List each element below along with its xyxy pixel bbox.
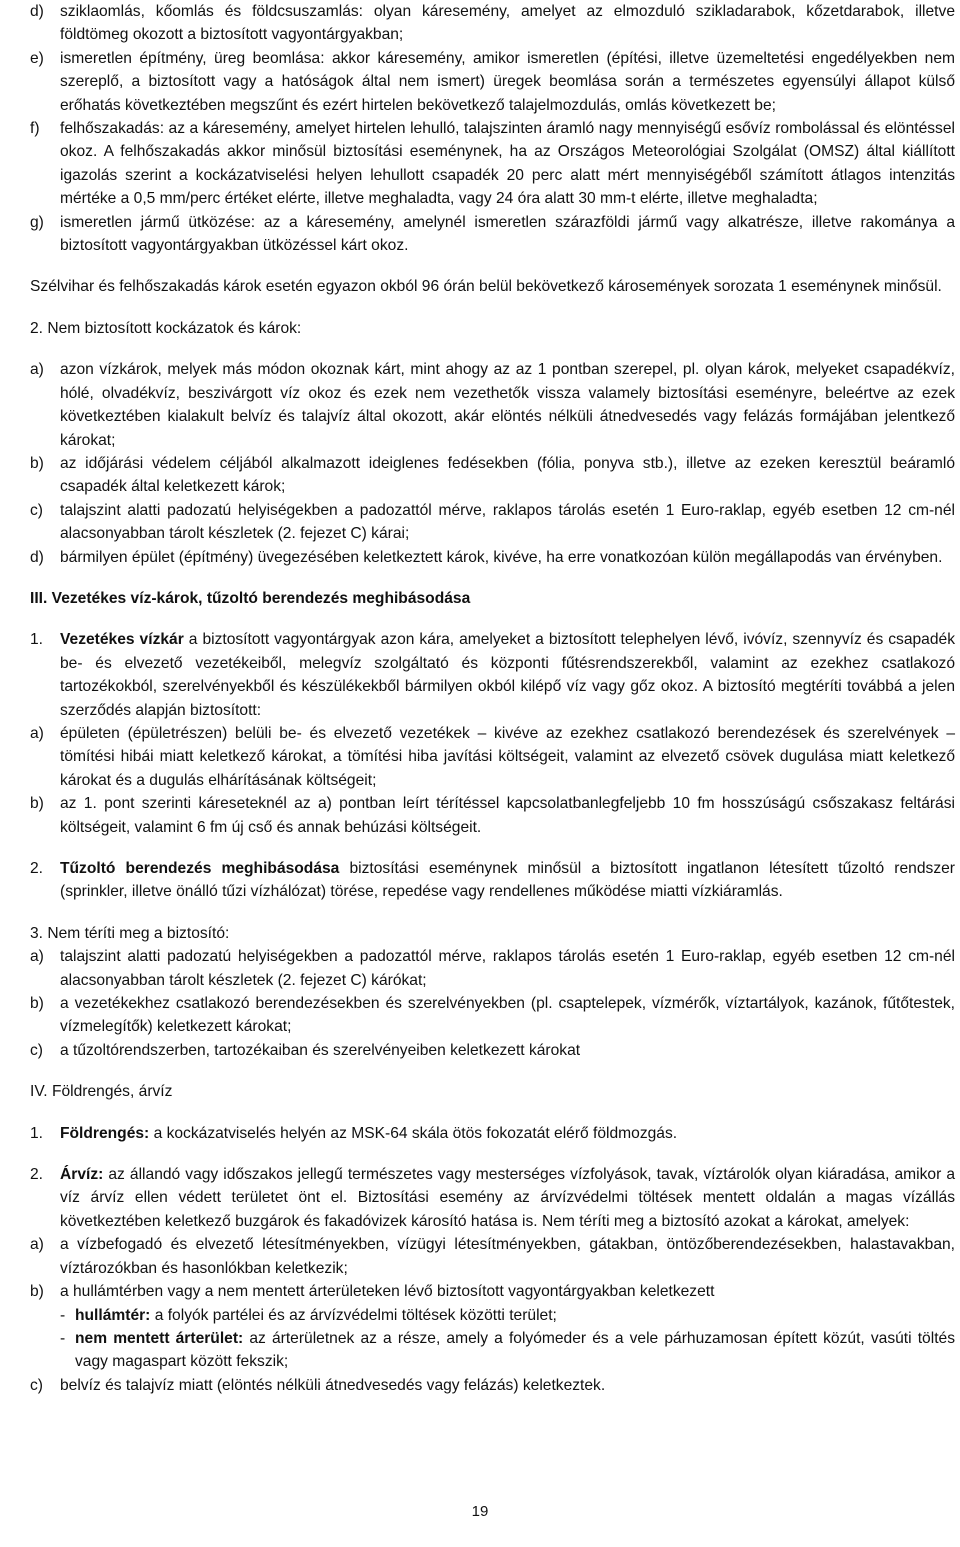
list-text: talajszint alatti padozatú helyiségekben a padozattól mérve, raklapos tárolás esetén 1 Euro-raklap, egyéb esetben 12 cm-nél alacsonyabban tárolt készletek (2. fejezet C) kárai; <box>60 501 955 543</box>
list-label: f) <box>30 120 40 138</box>
numbered-paragraph <box>30 628 955 722</box>
list-label: a) <box>30 724 44 742</box>
numbered-paragraph <box>30 1122 955 1145</box>
paragraph-body: biztosítási eseménynek minősül a biztosított ingatlanon létesített tűzoltó rendszer (sprinkler, illetve önálló tűzi vízhálózat) törése, repedése vagy rendellenes működése miatti vízkiáramlás. <box>60 860 955 901</box>
paragraph-body: az állandó vagy időszakos jellegű természetes vagy mesterséges vízfolyások, tavak, víztárolók olyan kiáradása, amikor a víz árvíz ellen védett területet önt el. Biztosítási esemény az árvízvédelmi töltések mentett oldalán a magas vízállás következtében keletkező buzgárok és fakadóvizek károsító hatása is. Nem téríti meg a biztosító azokat a károkat, amelyek: <box>60 1166 955 1230</box>
list-text: épületen (épületrészen) belüli be- és elvezető vezetékek – kivéve az ezekhez csatlakozó berendezések és szerelvények – tömítési hibái miatt keletkező károkat, a tömítési hiba javítási költségeit, valamint az elvezető csövek dugulása miatt keletkező károkat és a dugulás elhárításának költségeit; <box>60 724 955 789</box>
list-item <box>30 1039 955 1062</box>
paragraph-number: 1. <box>30 631 44 649</box>
definition-body: az árterületnek az a része, amely a folyómeder és a vele párhuzamosan épített közút, vasúti töltés vagy magaspart között fekszik; <box>75 1329 955 1371</box>
list-item <box>30 117 955 211</box>
list-item <box>30 1374 955 1397</box>
list-label: g) <box>30 213 44 231</box>
list-item <box>30 992 955 1039</box>
list-item <box>30 1233 955 1280</box>
list-text: azon vízkárok, melyek más módon okoznak kárt, mint ahogy az az 1 pontban szerepel, pl. olyan károk, melyeket csapadékvíz, hólé, olvadékvíz, beszivárgott víz okoz és ezek nem vezethetők vissza valamely biztosítási eseményre, beleértve az ezek következtében kialakult belvíz és talajvíz által okozott, akár elöntés nélküli átnedvesedés vagy felázás formájában jelentkező károkat; <box>60 361 955 449</box>
numbered-paragraph <box>30 857 955 904</box>
section2-heading: 2. Nem biztosított kockázatok és károk: <box>30 319 302 337</box>
list-label: b) <box>30 1283 44 1301</box>
list-item <box>30 722 955 792</box>
list-label: b) <box>30 454 44 472</box>
list-label: a) <box>30 361 44 379</box>
list-item <box>30 47 955 117</box>
paragraph-text <box>60 628 955 722</box>
list-item <box>30 452 955 499</box>
list-item <box>30 945 955 992</box>
defined-term: hullámtér: <box>75 1306 151 1324</box>
list-text: belvíz és talajvíz miatt (elöntés nélküli átnedvesedés vagy felázás) keletkeztek. <box>60 1376 606 1394</box>
storm-note: Szélvihar és felhőszakadás károk esetén egyazon okból 96 órán belül bekövetkező károsemények sorozata 1 eseménynek minősül. <box>30 278 942 296</box>
list-item <box>30 0 955 47</box>
list-item <box>30 211 955 258</box>
list-text: felhőszakadás: az a káresemény, amelyet hirtelen lehulló, talajszinten áramló nagy mennyiségű esővíz rombolással és elöntéssel okoz. A felhőszakadás akkor minősül biztosítási eseménynek, ha az Országos Meteorológiai Szolgálat (OMSZ) által kiállított igazolás szerint a kockázatviselési helyen lehullott csapadék 20 perc alatt mért mennyiségéből számított átlagos intenzitás mértéke a 0,5 mm/perc értéket elérte, illetve meghaladta, vagy 24 óra alatt 30 mm-t elérte, illetve meghaladta; <box>60 120 955 208</box>
list-text: a vezetékekhez csatlakozó berendezésekben és szerelvényekben (pl. csaptelepek, vízmérők, víztartályok, kazánok, fűtőtestek, vízmelegítők) keletkezett károkat; <box>60 995 955 1036</box>
list-label: d) <box>30 548 44 566</box>
definition-text <box>75 1304 955 1327</box>
definition-item <box>30 1304 955 1327</box>
list-label: b) <box>30 795 44 813</box>
list-label: c) <box>30 1041 43 1059</box>
list-text: bármilyen épület (építmény) üvegezésében keletkeztett károk, kivéve, ha erre vonatkozóan külön megállapodás van érvényben. <box>60 548 943 566</box>
list-text: sziklaomlás, kőomlás és földcsuszamlás: olyan káresemény, amelyet az elmozduló szikladarabok, kőzetdarabok, illetve földtömeg okozott a biztosított vagyontárgyakban; <box>60 3 955 44</box>
list-text: a tűzoltórendszerben, tartozékaiban és szerelvényeiben keletkezett károkat <box>60 1041 581 1059</box>
paragraph-text <box>60 1163 955 1233</box>
document-page <box>30 0 955 1397</box>
list-item <box>30 1280 955 1303</box>
list-item <box>30 499 955 546</box>
list-item <box>30 358 955 452</box>
dash-marker: - <box>60 1329 66 1347</box>
list-text: ismeretlen jármű ütközése: az a káresemény, amelynél ismeretlen szárazföldi jármű vagy alkatrésze, illetve rakománya a biztosított vagyontárgyakban ütközéssel kárt okoz. <box>60 213 955 255</box>
list-text: a vízbefogadó és elvezető létesítményekben, vízügyi létesítményekben, gátakban, öntözőberendezésekben, halastavakban, víztározókban és hasonlókban keletkezik; <box>60 1236 955 1277</box>
defined-term: Tűzoltó berendezés meghibásodása <box>60 860 340 877</box>
paragraph-number: 2. <box>30 1166 44 1184</box>
list-text: talajszint alatti padozatú helyiségekben a padozattól mérve, raklapos tárolás esetén 1 Euro-raklap, egyéb esetben 12 cm-nél alacsonyabban tárolt készletek (2. fejezet C) kárókat; <box>60 948 955 989</box>
paragraph-number: 2. <box>30 860 44 877</box>
paragraph-text <box>60 857 955 904</box>
list-label: a) <box>30 948 44 966</box>
paragraph-text <box>60 1122 955 1145</box>
list-text: a hullámtérben vagy a nem mentett árterületeken lévő biztosított vagyontárgyakban keletkezett <box>60 1283 715 1301</box>
exclusions-heading: 3. Nem téríti meg a biztosító: <box>30 924 230 942</box>
paragraph-number: 1. <box>30 1124 44 1142</box>
defined-term: Árvíz: <box>60 1166 104 1184</box>
list-label: a) <box>30 1236 44 1254</box>
definition-text <box>75 1327 955 1374</box>
list-text: az 1. pont szerinti káreseteknél az a) pontban leírt térítéssel kapcsolatbanlegfeljebb 10 fm hosszúságú csőszakasz feltárási költségeit, valamint 6 fm új cső és annak behúzási költségeit. <box>60 795 955 836</box>
list-text: az időjárási védelem céljából alkalmazott ideiglenes fedésekben (fólia, ponyva stb.), illetve az ezeken keresztül beáramló csapadék által keletkezett károk; <box>60 454 955 496</box>
section3-title: III. Vezetékes víz-károk, tűzoltó berendezés meghibásodása <box>30 589 471 607</box>
paragraph-body: a biztosított vagyontárgyak azon kára, amelyeket a biztosított telephelyen lévő, ivóvíz, szennyvíz és csapadék be- és elvezető vezetékeiből, melegvíz szolgáltató és központi fűtésrendszerekből, valamint az ezekhez csatlakozó tartozékokból, szerelvényekből és készülékekből bármilyen okból kilépő víz vagy gőz okoz. A biztosító megtéríti továbbá a jelen szerződés alapján biztosított: <box>60 631 955 719</box>
list-label: c) <box>30 501 43 519</box>
defined-term: nem mentett árterület: <box>75 1329 244 1347</box>
dash-marker: - <box>60 1306 66 1324</box>
defined-term: Földrengés: <box>60 1124 150 1142</box>
list-label: c) <box>30 1376 43 1394</box>
list-text: ismeretlen építmény, üreg beomlása: akkor káresemény, amikor ismeretlen (építési, illetve üzemeltetési engedélyekben nem szereplő, a biztosított vagy a hatóságok által nem ismert) üregek beomlása során a természetes egyensúlyi állapot külső erőhatás következtében megszűnt és ezért hirtelen bekövetkező talajelmozdulás, omlás következett be; <box>60 49 955 114</box>
list-label: b) <box>30 995 44 1013</box>
defined-term: Vezetékes vízkár <box>60 631 184 649</box>
definition-body: a folyók partélei és az árvízvédelmi töltések közötti terület; <box>150 1306 557 1324</box>
section4-title: IV. Földrengés, árvíz <box>30 1083 173 1101</box>
definition-item <box>30 1327 955 1374</box>
list-item <box>30 546 955 569</box>
list-item <box>30 792 955 839</box>
list-label: e) <box>30 49 44 67</box>
numbered-paragraph <box>30 1163 955 1233</box>
paragraph-body: a kockázatviselés helyén az MSK-64 skála ötös fokozatát elérő földmozgás. <box>149 1124 678 1142</box>
list-label: d) <box>30 3 44 20</box>
page-number: 19 <box>471 1503 489 1520</box>
